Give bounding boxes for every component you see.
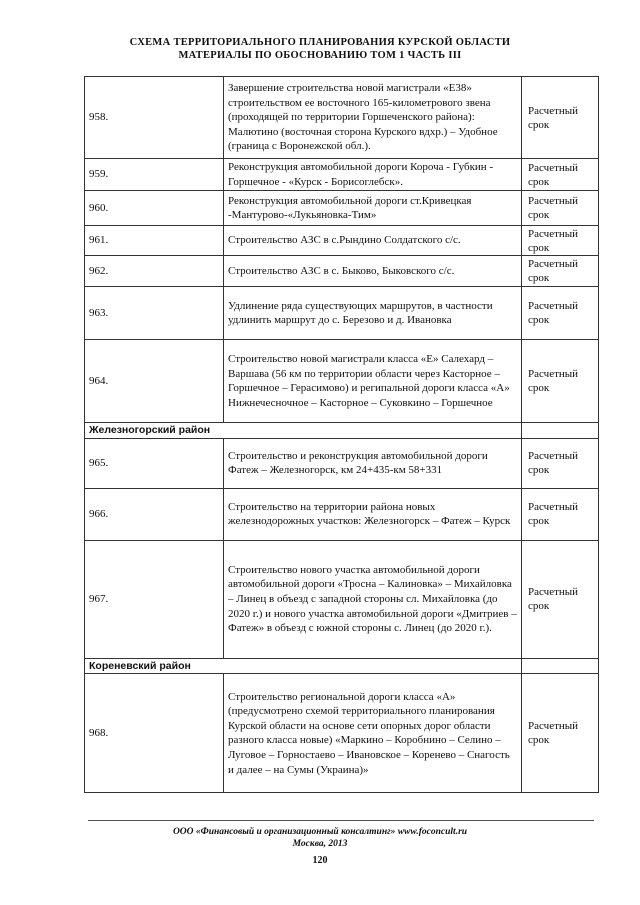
footer-city-year: Москва, 2013 [292,839,348,849]
region-row [85,423,599,439]
row-number: 958. [85,77,224,159]
footer-divider [88,820,594,821]
table-row [85,674,599,793]
row-number: 963. [85,287,224,340]
table-row [85,488,599,540]
row-term: Расчетный срок [522,340,599,423]
row-number: 959. [85,159,224,191]
table-row [85,256,599,287]
row-term: Расчетный срок [522,77,599,159]
region-empty-cell [522,423,599,439]
region-title: Железногорский район [85,423,522,439]
table-row [85,438,599,488]
header-title: СХЕМА ТЕРРИТОРИАЛЬНОГО ПЛАНИРОВАНИЯ КУРСКОЙ ОБЛАСТИ [129,37,511,48]
footer-company: ООО «Финансовый и организационный консалтинг» www.foconcult.ru [172,827,468,837]
row-description: Удлинение ряда существующих маршрутов, в частности удлинить маршрут до с. Березово и д. Ивановка [224,287,522,340]
row-term: Расчетный срок [522,287,599,340]
row-number: 960. [85,191,224,226]
row-term: Расчетный срок [522,488,599,540]
row-description: Строительство региональной дороги класса «А» (предусмотрено схемой территориального планирования Курской области на основе сети опорных дорог области разного класса новые) «Маркино – Коробнино – Селино – Луговое – Горностаево – Ивановское – Коренево – Снагость и далее – на Сумы (Украина)» [224,674,522,793]
row-description: Реконструкция автомобильной дороги ст.Кривецкая -Мантурово-«Лукьяновка-Тим» [224,191,522,226]
row-term: Расчетный срок [522,159,599,191]
region-row [85,658,599,674]
row-term: Расчетный срок [522,540,599,658]
row-description: Строительство и реконструкция автомобильной дороги Фатеж – Железногорск, км 24+435-км 58+331 [224,438,522,488]
row-description: Завершение строительства новой магистрали «Е38» строительством ее восточного 165-километрового звена (проходящей по территории Горшеченского района): Малютино (восточная сторона Курского вдхр.) – Удобное (граница с Воронежской обл.). [224,77,522,159]
row-description: Строительство на территории района новых железнодорожных участков: Железногорск – Фатеж – Курск [224,488,522,540]
table-row [85,340,599,423]
table-row [85,226,599,256]
row-description: Строительство АЗС в с.Рындино Солдатского с/с. [224,226,522,256]
table-row [85,77,599,159]
table-row [85,540,599,658]
row-term: Расчетный срок [522,438,599,488]
row-number: 968. [85,674,224,793]
row-number: 962. [85,256,224,287]
row-number: 964. [85,340,224,423]
row-term: Расчетный срок [522,191,599,226]
row-term: Расчетный срок [522,226,599,256]
row-description: Строительство нового участка автомобильной дороги автомобильной дороги «Тросна – Калиновка» – Михайловка – Линец в объезд с западной стороны сл. Михайловка (до 2020 г.) и нового участка автомобильной дороги «Дмитриев – Фатеж» в объезд с южной стороны с. Линец (до 2020 г.). [224,540,522,658]
region-empty-cell [522,658,599,674]
row-description: Строительство АЗС в с. Быково, Быковского с/с. [224,256,522,287]
region-title: Кореневский район [85,658,522,674]
table-row [85,191,599,226]
row-number: 961. [85,226,224,256]
table-row [85,287,599,340]
row-description: Строительство новой магистрали класса «Е» Салехард – Варшава (56 км по территории области через Касторное – Горшечное – Герасимово) и регипальной дороги класса «А» Нижнечесночное – Касторное – Суковкино – Горшечное [224,340,522,423]
document-footer [0,826,640,850]
row-number: 966. [85,488,224,540]
row-term: Расчетный срок [522,674,599,793]
row-term: Расчетный срок [522,256,599,287]
header-subtitle: МАТЕРИАЛЫ ПО ОБОСНОВАНИЮ ТОМ 1 ЧАСТЬ III [178,50,462,61]
table-row [85,159,599,191]
row-number: 967. [85,540,224,658]
measures-table [84,76,599,793]
page-number: 120 [312,855,328,866]
row-description: Реконструкция автомобильной дороги Короча - Губкин - Горшечное - «Курск - Борисоглебск». [224,159,522,191]
row-number: 965. [85,438,224,488]
document-header [0,36,640,62]
